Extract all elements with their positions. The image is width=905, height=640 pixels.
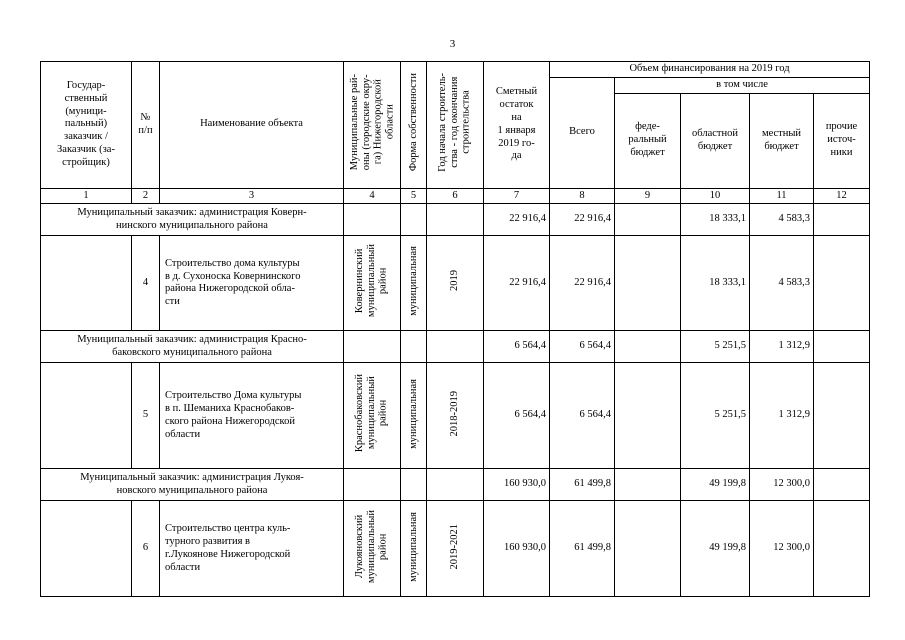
column-number: 7: [484, 188, 550, 204]
header-years: Год начала строитель- ства - год окончания строительства: [427, 62, 484, 189]
group-other: [814, 331, 870, 363]
project-years: 2019-2021: [427, 501, 484, 597]
project-total: 22 916,4: [550, 236, 615, 331]
header-including: в том числе: [615, 77, 870, 93]
header-num: № п/п: [132, 62, 160, 189]
header-financing: Объем финансирования на 2019 год: [550, 62, 870, 78]
group-years-cell: [427, 331, 484, 363]
group-other: [814, 204, 870, 236]
group-estimate: 22 916,4: [484, 204, 550, 236]
project-regional: 49 199,8: [681, 501, 750, 597]
header-estimate: Сметный остаток на 1 января 2019 го- да: [484, 62, 550, 189]
column-number: 9: [615, 188, 681, 204]
project-regional: 5 251,5: [681, 363, 750, 469]
group-total: 22 916,4: [550, 204, 615, 236]
project-total: 61 499,8: [550, 501, 615, 597]
project-name: Строительство центра куль- турного развития в г.Лукоянове Нижегородской области: [160, 501, 344, 597]
project-num: 4: [132, 236, 160, 331]
group-other: [814, 469, 870, 501]
project-local: 4 583,3: [750, 236, 814, 331]
group-estimate: 6 564,4: [484, 331, 550, 363]
column-number: 8: [550, 188, 615, 204]
project-regional: 18 333,1: [681, 236, 750, 331]
project-district: Ковернинский муниципальный район: [344, 236, 401, 331]
project-district: Краснобаковский муниципальный район: [344, 363, 401, 469]
group-customer: Муниципальный заказчик: администрация Красно- баковского муниципального района: [41, 331, 344, 363]
project-customer-cell: [41, 363, 132, 469]
header-local: местный бюджет: [750, 93, 814, 188]
project-total: 6 564,4: [550, 363, 615, 469]
project-ownership: муниципальная: [401, 236, 427, 331]
group-years-cell: [427, 204, 484, 236]
group-federal: [615, 204, 681, 236]
group-regional: 49 199,8: [681, 469, 750, 501]
header-object-name: Наименование объекта: [160, 62, 344, 189]
group-regional: 5 251,5: [681, 331, 750, 363]
project-federal: [615, 236, 681, 331]
group-estimate: 160 930,0: [484, 469, 550, 501]
customer-group-row: [41, 469, 870, 501]
column-number-row: [41, 188, 870, 204]
group-local: 12 300,0: [750, 469, 814, 501]
column-number: 12: [814, 188, 870, 204]
project-name: Строительство дома культуры в д. Сухоноска Ковернинского района Нижегородской обла- сти: [160, 236, 344, 331]
group-customer: Муниципальный заказчик: администрация Коверн- нинского муниципального района: [41, 204, 344, 236]
project-row: [41, 501, 870, 597]
group-district-cell: [344, 331, 401, 363]
group-ownership-cell: [401, 469, 427, 501]
column-number: 5: [401, 188, 427, 204]
column-number: 4: [344, 188, 401, 204]
project-federal: [615, 363, 681, 469]
customer-group-row: [41, 204, 870, 236]
header-regional: областной бюджет: [681, 93, 750, 188]
project-customer-cell: [41, 236, 132, 331]
project-estimate: 22 916,4: [484, 236, 550, 331]
column-number: 6: [427, 188, 484, 204]
header-row-1: [41, 62, 870, 78]
group-ownership-cell: [401, 204, 427, 236]
group-years-cell: [427, 469, 484, 501]
financing-table: [40, 61, 870, 597]
header-federal: феде- ральный бюджет: [615, 93, 681, 188]
project-estimate: 160 930,0: [484, 501, 550, 597]
column-number: 2: [132, 188, 160, 204]
project-estimate: 6 564,4: [484, 363, 550, 469]
header-districts: Муниципальные рай- оны (городские окру- га) Нижегородской области: [344, 62, 401, 189]
project-num: 6: [132, 501, 160, 597]
group-district-cell: [344, 204, 401, 236]
header-customer: Государ- ственный (муници- пальный) заказчик / Заказчик (за- стройщик): [41, 62, 132, 189]
group-total: 61 499,8: [550, 469, 615, 501]
project-row: [41, 236, 870, 331]
project-ownership: муниципальная: [401, 363, 427, 469]
group-district-cell: [344, 469, 401, 501]
project-num: 5: [132, 363, 160, 469]
group-federal: [615, 331, 681, 363]
project-row: [41, 363, 870, 469]
group-customer: Муниципальный заказчик: администрация Лукоя- новского муниципального района: [41, 469, 344, 501]
project-local: 12 300,0: [750, 501, 814, 597]
page-number: 3: [449, 38, 456, 50]
group-local: 4 583,3: [750, 204, 814, 236]
project-federal: [615, 501, 681, 597]
project-years: 2019: [427, 236, 484, 331]
project-district: Лукояновский муниципальный район: [344, 501, 401, 597]
project-other: [814, 501, 870, 597]
project-ownership: муниципальная: [401, 501, 427, 597]
header-other: прочие источ- ники: [814, 93, 870, 188]
group-federal: [615, 469, 681, 501]
column-number: 11: [750, 188, 814, 204]
header-ownership: Форма собственности: [401, 62, 427, 189]
header-total: Всего: [550, 77, 615, 188]
project-years: 2018-2019: [427, 363, 484, 469]
column-number: 10: [681, 188, 750, 204]
column-number: 3: [160, 188, 344, 204]
project-other: [814, 236, 870, 331]
group-regional: 18 333,1: [681, 204, 750, 236]
group-total: 6 564,4: [550, 331, 615, 363]
group-ownership-cell: [401, 331, 427, 363]
group-local: 1 312,9: [750, 331, 814, 363]
project-customer-cell: [41, 501, 132, 597]
column-number: 1: [41, 188, 132, 204]
project-local: 1 312,9: [750, 363, 814, 469]
project-name: Строительство Дома культуры в п. Шеманиха Краснобаков- ского района Нижегородской области: [160, 363, 344, 469]
customer-group-row: [41, 331, 870, 363]
project-other: [814, 363, 870, 469]
